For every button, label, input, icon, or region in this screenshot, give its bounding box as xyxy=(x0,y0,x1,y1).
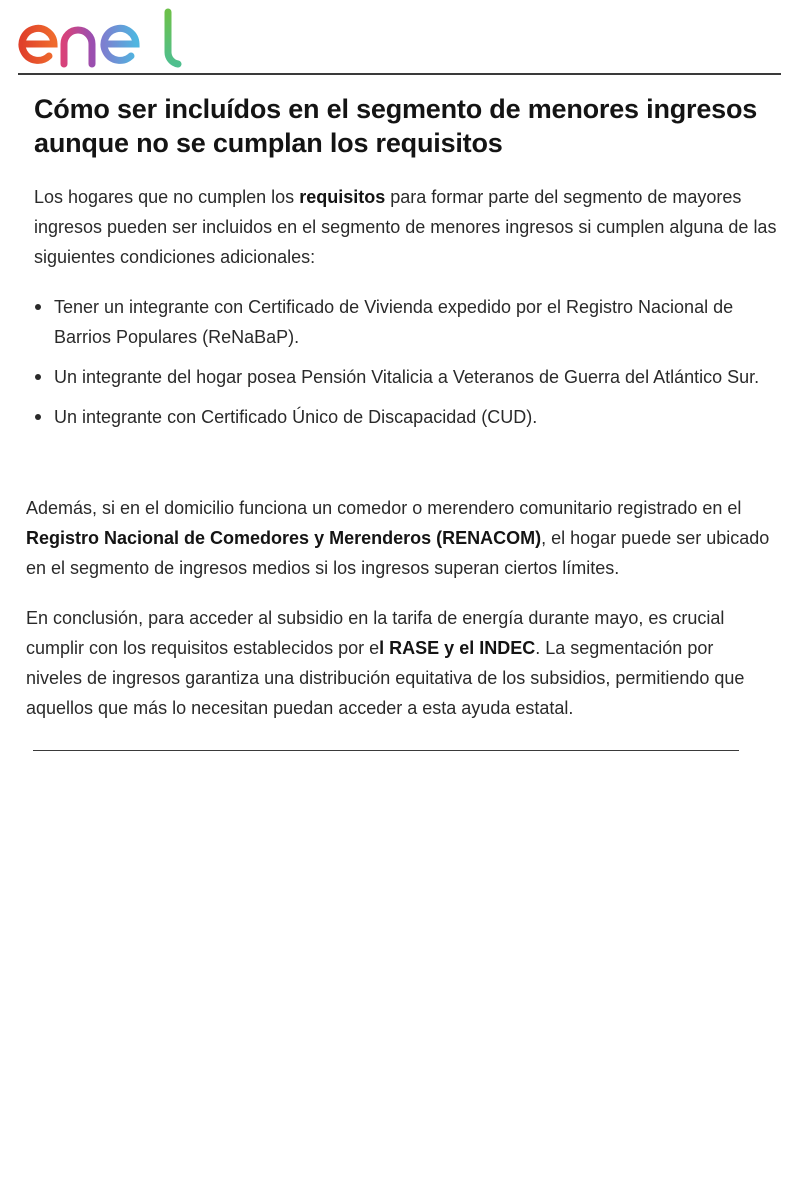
section-divider xyxy=(33,750,739,751)
renacom-text-start: Además, si en el domicilio funciona un comedor o merendero comunitario registrado en el xyxy=(26,498,742,518)
conditions-list xyxy=(34,292,769,442)
enel-logo-icon xyxy=(18,6,182,68)
conclusion-text-start: En conclusión, para acceder al subsidio en la tarifa de energía durante mayo, es crucial cumplir con los requisitos establecidos por e xyxy=(26,608,725,658)
renacom-text-end: , el hogar puede ser ubicado en el segmento de ingresos medios si los ingresos superan ciertos límites. xyxy=(26,528,770,578)
intro-text-start: Los hogares que no cumplen los xyxy=(34,187,300,207)
requisitos-link[interactable]: requisitos xyxy=(299,187,386,207)
rase-indec-name: l RASE y el INDEC xyxy=(379,638,536,658)
list-item: Un integrante con Certificado Único de Discapacidad (CUD). xyxy=(34,402,769,432)
intro-paragraph xyxy=(34,182,779,272)
intro-text-end: para formar parte del segmento de mayores ingresos pueden ser incluidos en el segmento de menores ingresos si cumplen alguna de las siguientes condiciones adicionales: xyxy=(34,187,777,267)
article-title: Cómo ser incluídos en el segmento de menores ingresos aunque no se cumplan los requisitos xyxy=(34,94,758,158)
site-header xyxy=(18,0,781,75)
renacom-name: Registro Nacional de Comedores y Merenderos (RENACOM) xyxy=(26,528,542,548)
conclusion-paragraph xyxy=(26,603,771,723)
list-item: Tener un integrante con Certificado de Vivienda expedido por el Registro Nacional de Barrios Populares (ReNaBaP). xyxy=(34,292,769,352)
renacom-paragraph xyxy=(26,493,771,583)
conclusion-text-end: . La segmentación por niveles de ingresos garantiza una distribución equitativa de los subsidios, permitiendo que aquellos que más lo necesitan puedan acceder a esta ayuda estatal. xyxy=(26,638,745,718)
enel-logo[interactable] xyxy=(18,6,182,68)
list-item: Un integrante del hogar posea Pensión Vitalicia a Veteranos de Guerra del Atlántico Sur. xyxy=(34,362,769,392)
